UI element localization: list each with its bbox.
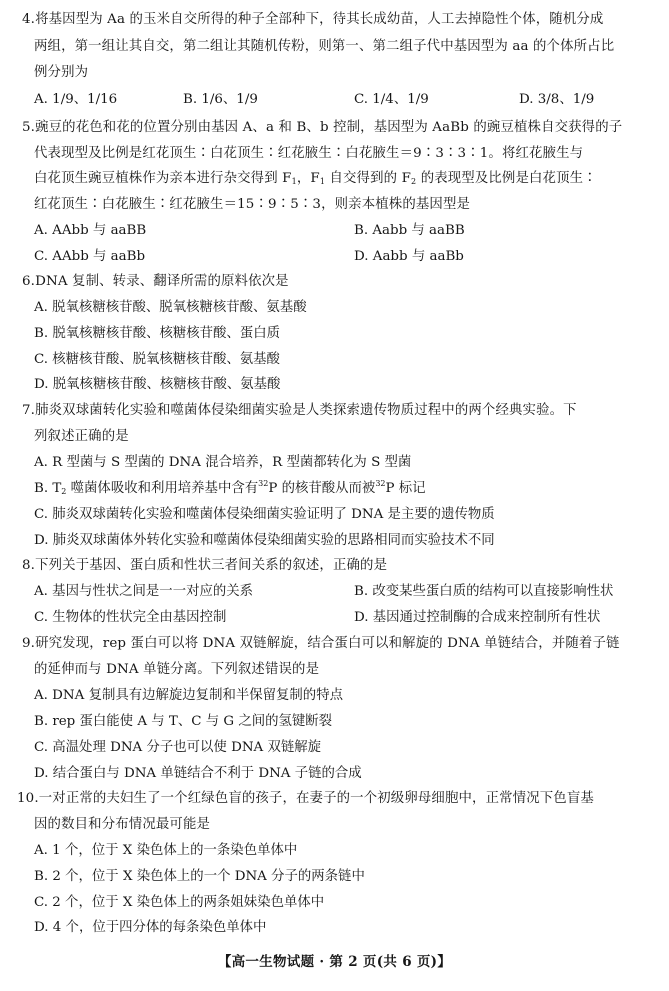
q5-stem-line-4: 红花顶生∶白花腋生∶红花腋生＝15∶9∶5∶3，则亲本植株的基因型是 bbox=[34, 197, 471, 212]
q9-option-a: A. DNA 复制具有边解旋边复制和半保留复制的特点 bbox=[34, 688, 343, 703]
q5-option-c: C. AAbb 与 aaBb bbox=[34, 249, 146, 264]
q7-stem-line-1: 7.肺炎双球菌转化实验和噬菌体侵染细菌实验是人类探索遗传物质过程中的两个经典实验。下 bbox=[22, 403, 577, 418]
q4-stem-line-3: 例分别为 bbox=[34, 65, 89, 80]
q10-option-c: C. 2 个，位于 X 染色体上的两条姐妹染色单体中 bbox=[34, 895, 325, 910]
q4-option-a: A. 1/9、1/16 bbox=[34, 92, 118, 107]
q7-option-d: D. 肺炎双球菌体外转化实验和噬菌体侵染细菌实验的思路相同而实验技术不同 bbox=[34, 533, 495, 548]
q6-option-a: A. 脱氧核糖核苷酸、脱氧核糖核苷酸、氨基酸 bbox=[34, 300, 307, 315]
q4-option-c: C. 1/4、1/9 bbox=[354, 92, 429, 107]
q5-option-b: B. Aabb 与 aaBB bbox=[354, 223, 465, 238]
q5-stem-line-2: 代表现型及比例是红花顶生∶白花顶生∶红花腋生∶白花腋生＝9∶3∶3∶1。将红花腋生与 bbox=[34, 146, 584, 161]
q5-option-d: D. Aabb 与 aaBb bbox=[354, 249, 464, 264]
q6-option-d: D. 脱氧核糖核苷酸、核糖核苷酸、氨基酸 bbox=[34, 377, 281, 392]
q6-option-c: C. 核糖核苷酸、脱氧核糖核苷酸、氨基酸 bbox=[34, 352, 280, 367]
q7-stem-line-2: 列叙述正确的是 bbox=[34, 429, 129, 444]
q5-option-a: A. AAbb 与 aaBB bbox=[34, 223, 147, 238]
q6-option-b: B. 脱氧核糖核苷酸、核糖核苷酸、蛋白质 bbox=[34, 326, 280, 341]
q8-option-d: D. 基因通过控制酶的合成来控制所有性状 bbox=[354, 610, 601, 625]
q10-stem-line-2: 因的数目和分布情况最可能是 bbox=[34, 817, 211, 832]
q10-option-d: D. 4 个，位于四分体的每条染色单体中 bbox=[34, 920, 267, 935]
q7-option-b: B. $T_2$ 噬菌体吸收和利用培养基中含有$^{32}$P 的核苷酸从而被$^{32}$P 标记 bbox=[34, 479, 426, 496]
q8-option-a: A. 基因与性状之间是一一对应的关系 bbox=[34, 584, 254, 599]
q8-option-c: C. 生物体的性状完全由基因控制 bbox=[34, 610, 227, 625]
q10-option-b: B. 2 个，位于 X 染色体上的一个 DNA 分子的两条链中 bbox=[34, 869, 365, 884]
q6-stem: 6.DNA 复制、转录、翻译所需的原料依次是 bbox=[22, 274, 289, 289]
q4-stem-line-2: 两组，第一组让其自交，第二组让其随机传粉，则第一、第二组子代中基因型为 aa 的个体所占比 bbox=[34, 39, 615, 54]
q9-stem-line-2: 的延伸而与 DNA 单链分离。下列叙述错误的是 bbox=[34, 662, 320, 677]
q8-option-b: B. 改变某些蛋白质的结构可以直接影响性状 bbox=[354, 584, 614, 599]
q9-option-b: B. rep 蛋白能使 A 与 T、C 与 G 之间的氢键断裂 bbox=[34, 714, 333, 729]
q4-option-b: B. 1/6、1/9 bbox=[183, 92, 258, 107]
q9-option-c: C. 高温处理 DNA 分子也可以使 DNA 双链解旋 bbox=[34, 740, 322, 755]
q8-stem: 8.下列关于基因、蛋白质和性状三者间关系的叙述，正确的是 bbox=[22, 558, 388, 573]
q4-option-d: D. 3/8、1/9 bbox=[519, 92, 595, 107]
q7-option-c: C. 肺炎双球菌转化实验和噬菌体侵染细菌实验证明了 DNA 是主要的遗传物质 bbox=[34, 507, 495, 522]
q5-stem-line-3: 白花顶生豌豆植株作为亲本进行杂交得到 $F_1$，$F_1$ 自交得到的 $F_2$ 的表现型及比例是白花顶生∶ bbox=[34, 171, 597, 186]
q4-stem-line-1: 4.将基因型为 Aa 的玉米自交所得的种子全部种下，待其长成幼苗，人工去掉隐性个体，随机分成 bbox=[22, 12, 604, 27]
q7-option-a: A. R 型菌与 S 型菌的 DNA 混合培养，R 型菌都转化为 S 型菌 bbox=[34, 455, 412, 470]
page-footer: 【高一生物试题 · 第 2 页(共 6 页)】 bbox=[217, 954, 452, 970]
q10-option-a: A. 1 个，位于 X 染色体上的一条染色单体中 bbox=[34, 843, 298, 858]
q5-stem-line-1: 5.豌豆的花色和花的位置分别由基因 A、a 和 B、b 控制，基因型为 AaBb 的豌豆植株自交获得的子 bbox=[22, 120, 623, 135]
q9-option-d: D. 结合蛋白与 DNA 单链结合不利于 DNA 子链的合成 bbox=[34, 766, 362, 781]
q10-stem-line-1: 10.一对正常的夫妇生了一个红绿色盲的孩子，在妻子的一个初级卵母细胞中，正常情况下色盲基 bbox=[17, 791, 594, 806]
q9-stem-line-1: 9.研究发现，rep 蛋白可以将 DNA 双链解旋，结合蛋白可以和解旋的 DNA 单链结合，并随着子链 bbox=[22, 636, 620, 651]
